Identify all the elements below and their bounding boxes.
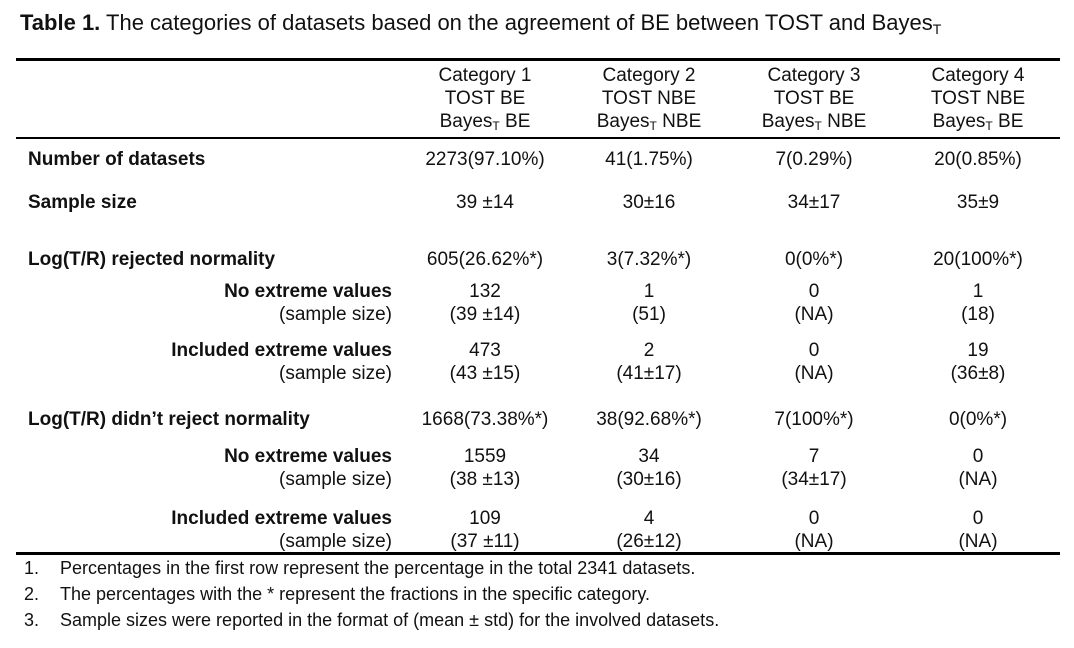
header-rule — [16, 137, 1060, 139]
column-header-2: Category 2 TOST NBE Bayes$_T$ NBE — [596, 65, 702, 133]
table-cell: 34±17 — [787, 192, 841, 213]
row-label-no-extreme-values: No extreme values (sample size) — [224, 281, 392, 325]
column-header-3: Category 3 TOST BE Bayes$_T$ NBE — [761, 65, 867, 133]
footnote-2: 2. The percentages with the * represent the fractions in the specific category. — [24, 584, 650, 604]
table-cell: 473 (43 ±15) — [449, 340, 521, 384]
table-cell: 0 (NA) — [794, 340, 834, 384]
table-cell: 20(0.85%) — [934, 149, 1022, 170]
table-cell: 1668(73.38%*) — [421, 409, 549, 430]
table-cell: 38(92.68%*) — [596, 409, 702, 430]
caption-text: The categories of datasets based on the agreement of BE between TOST and Bayes — [106, 10, 933, 35]
column-header-1: Category 1 TOST BE Bayes$_T$ BE — [438, 65, 532, 133]
table-cell: 7(100%*) — [774, 409, 854, 430]
table-cell: 35±9 — [956, 192, 1000, 213]
table-cell: 1 (18) — [961, 281, 995, 325]
table-cell: 0 (NA) — [794, 281, 834, 325]
table-cell: 1559 (38 ±13) — [449, 446, 521, 490]
row-label-included-extreme-values: Included extreme values (sample size) — [171, 340, 392, 384]
caption-label: Table 1. — [20, 10, 101, 35]
table-cell: 0(0%*) — [948, 409, 1008, 430]
top-rule — [16, 58, 1060, 61]
table-caption — [20, 10, 941, 37]
table-cell: 7 (34±17) — [781, 446, 847, 490]
column-header-4: Category 4 TOST NBE Bayes$_T$ BE — [930, 65, 1026, 133]
table-cell: 1 (51) — [632, 281, 666, 325]
table-cell: 3(7.32%*) — [606, 249, 692, 270]
footnote-3: 3. Sample sizes were reported in the format of (mean ± std) for the involved datasets. — [24, 610, 720, 630]
table-cell: 0 (NA) — [958, 508, 998, 552]
table-cell: 109 (37 ±11) — [450, 508, 520, 552]
row-label-included-extreme-values: Included extreme values (sample size) — [171, 508, 392, 552]
caption-subscript: T — [932, 21, 942, 37]
table-cell: 2 (41±17) — [616, 340, 682, 384]
table-cell: 41(1.75%) — [605, 149, 693, 170]
row-label-rejected-normality: Log(T/R) rejected normality — [28, 249, 276, 270]
table-cell: 0 (NA) — [794, 508, 834, 552]
table-cell: 0 (NA) — [958, 446, 998, 490]
table-cell: 7(0.29%) — [775, 149, 853, 170]
table-cell: 34 (30±16) — [616, 446, 682, 490]
row-label-no-extreme-values: No extreme values (sample size) — [224, 446, 392, 490]
row-label-number-of-datasets: Number of datasets — [28, 149, 206, 170]
table-cell: 20(100%*) — [933, 249, 1023, 270]
table-cell: 2273(97.10%) — [425, 149, 545, 170]
row-label-sample-size: Sample size — [28, 192, 137, 213]
table-cell: 132 (39 ±14) — [449, 281, 521, 325]
footnote-1: 1. Percentages in the first row represent the percentage in the total 2341 datasets. — [24, 558, 696, 578]
table-cell: 4 (26±12) — [616, 508, 682, 552]
row-label-not-rejected-normality: Log(T/R) didn’t reject normality — [28, 409, 310, 430]
table-cell: 605(26.62%*) — [426, 249, 544, 270]
table-cell: 30±16 — [622, 192, 676, 213]
table-cell: 39 ±14 — [456, 192, 514, 213]
table-cell: 19 (36±8) — [950, 340, 1006, 384]
table-cell: 0(0%*) — [784, 249, 844, 270]
